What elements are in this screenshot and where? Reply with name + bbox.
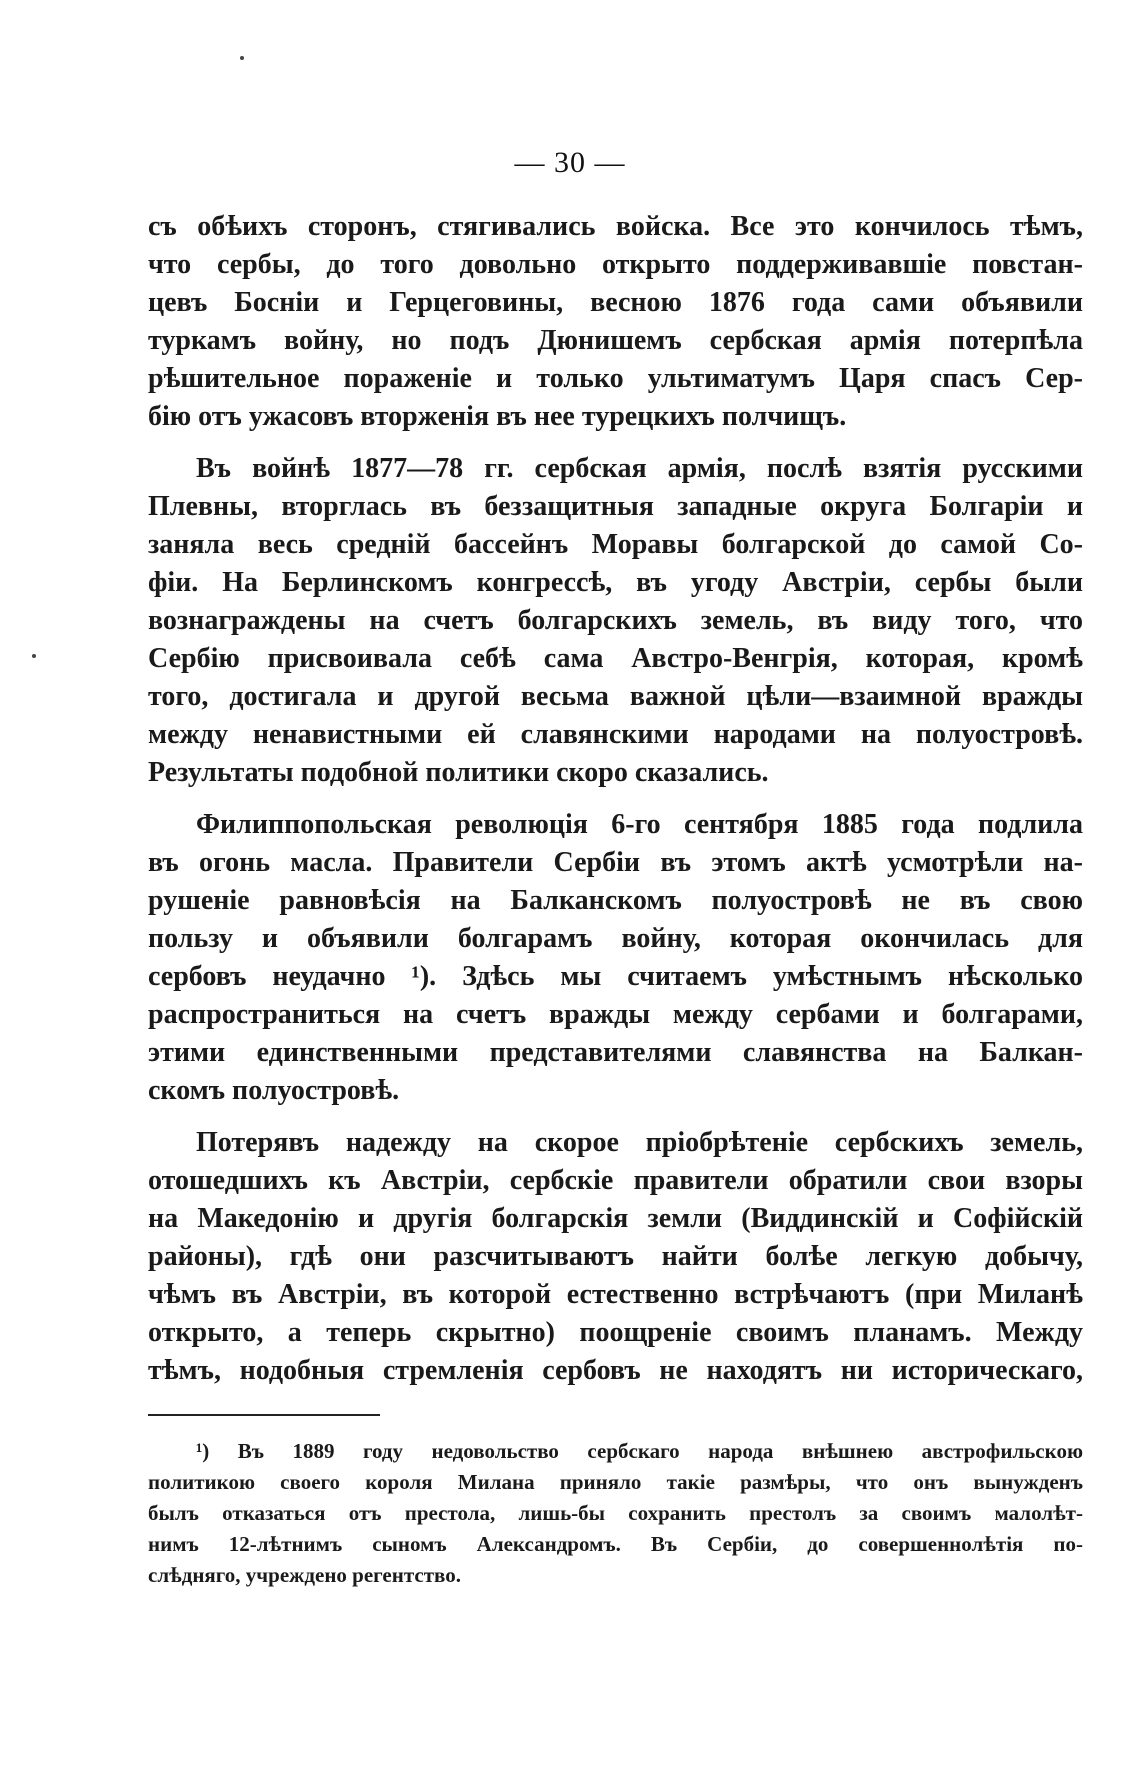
print-speck bbox=[240, 56, 244, 60]
body-text bbox=[148, 208, 1083, 1404]
text-line: Сербію присвоивала себѣ сама Австро-Венгрія, которая, кромѣ bbox=[148, 643, 1083, 674]
text-line: пользу и объявили болгарамъ войну, которая окончилась для bbox=[148, 923, 1083, 954]
paragraph-1 bbox=[148, 208, 1083, 436]
text-line: что сербы, до того довольно открыто поддерживавшіе повстан- bbox=[148, 249, 1083, 280]
text-line: распространиться на счетъ вражды между сербами и болгарами, bbox=[148, 999, 1083, 1030]
text-line: рѣшительное пораженіе и только ультиматумъ Царя спасъ Сер- bbox=[148, 363, 1083, 394]
text-line: районы), гдѣ они разсчитываютъ найти болѣе легкую добычу, bbox=[148, 1241, 1083, 1272]
footnote-line: былъ отказаться отъ престола, лишь-бы сохранить престолъ за своимъ малолѣт- bbox=[148, 1501, 1083, 1525]
text-line: цевъ Босніи и Герцеговины, весною 1876 года сами объявили bbox=[148, 287, 1083, 318]
footnote-divider bbox=[148, 1414, 380, 1416]
footnote-line: слѣдняго, учреждено регентство. bbox=[148, 1563, 462, 1587]
text-line: чѣмъ въ Австріи, въ которой естественно встрѣчаютъ (при Миланѣ bbox=[148, 1279, 1083, 1310]
text-line: Плевны, вторглась въ беззащитныя западные округа Болгаріи и bbox=[148, 491, 1083, 522]
text-line: на Македонію и другія болгарскія земли (Виддинскій и Софійскій bbox=[148, 1203, 1083, 1234]
text-line: фіи. На Берлинскомъ конгрессѣ, въ угоду Австріи, сербы были bbox=[148, 567, 1083, 598]
text-line: тѣмъ, нодобныя стремленія сербовъ не находятъ ни историческаго, bbox=[148, 1355, 1083, 1386]
footnote bbox=[148, 1436, 1083, 1591]
text-line: рушеніе равновѣсія на Балканскомъ полуостровѣ не въ свою bbox=[148, 885, 1083, 916]
text-line: въ огонь масла. Правители Сербіи въ этомъ актѣ усмотрѣли на- bbox=[148, 847, 1083, 878]
text-line: скомъ полуостровѣ. bbox=[148, 1075, 400, 1106]
text-line: между ненавистными ей славянскими народами на полуостровѣ. bbox=[148, 719, 1083, 750]
text-line: сербовъ неудачно ¹). Здѣсь мы считаемъ умѣстнымъ нѣсколько bbox=[148, 961, 1083, 992]
paragraph-3 bbox=[148, 806, 1083, 1110]
paragraph-2 bbox=[148, 450, 1083, 792]
text-line: отошедшихъ къ Австріи, сербскіе правители обратили свои взоры bbox=[148, 1165, 1083, 1196]
text-line: этими единственными представителями славянства на Балкан- bbox=[148, 1037, 1083, 1068]
text-line: Въ войнѣ 1877—78 гг. сербская армія, послѣ взятія русскими bbox=[196, 453, 1083, 484]
text-line: Филиппопольская революція 6-го сентября 1885 года подлила bbox=[196, 809, 1083, 840]
text-line: того, достигала и другой весьма важной цѣли—взаимной вражды bbox=[148, 681, 1083, 712]
footnote-line: нимъ 12-лѣтнимъ сыномъ Александромъ. Въ Сербіи, до совершеннолѣтія по- bbox=[148, 1532, 1083, 1556]
footnote-line: политикою своего короля Милана приняло такіе размѣры, что онъ вынужденъ bbox=[148, 1470, 1083, 1494]
text-line: Результаты подобной политики скоро сказались. bbox=[148, 757, 769, 788]
text-line: съ обѣихъ сторонъ, стягивались войска. Все это кончилось тѣмъ, bbox=[148, 211, 1083, 242]
text-line: Потерявъ надежду на скорое пріобрѣтеніе сербскихъ земель, bbox=[196, 1127, 1083, 1158]
footnote-line: ¹) Въ 1889 году недовольство сербскаго народа внѣшнею австрофильскою bbox=[196, 1439, 1083, 1463]
page-number: — 30 — bbox=[514, 146, 626, 179]
text-line: бію отъ ужасовъ вторженія въ нее турецкихъ полчищъ. bbox=[148, 401, 847, 432]
text-line: вознаграждены на счетъ болгарскихъ земель, въ виду того, что bbox=[148, 605, 1083, 636]
text-line: заняла весь средній бассейнъ Моравы болгарской до самой Со- bbox=[148, 529, 1083, 560]
print-speck bbox=[32, 654, 36, 658]
text-line: открыто, а теперь скрытно) поощреніе своимъ планамъ. Между bbox=[148, 1317, 1083, 1348]
paragraph-4 bbox=[148, 1124, 1083, 1390]
text-line: туркамъ войну, но подъ Дюнишемъ сербская армія потерпѣла bbox=[148, 325, 1083, 356]
